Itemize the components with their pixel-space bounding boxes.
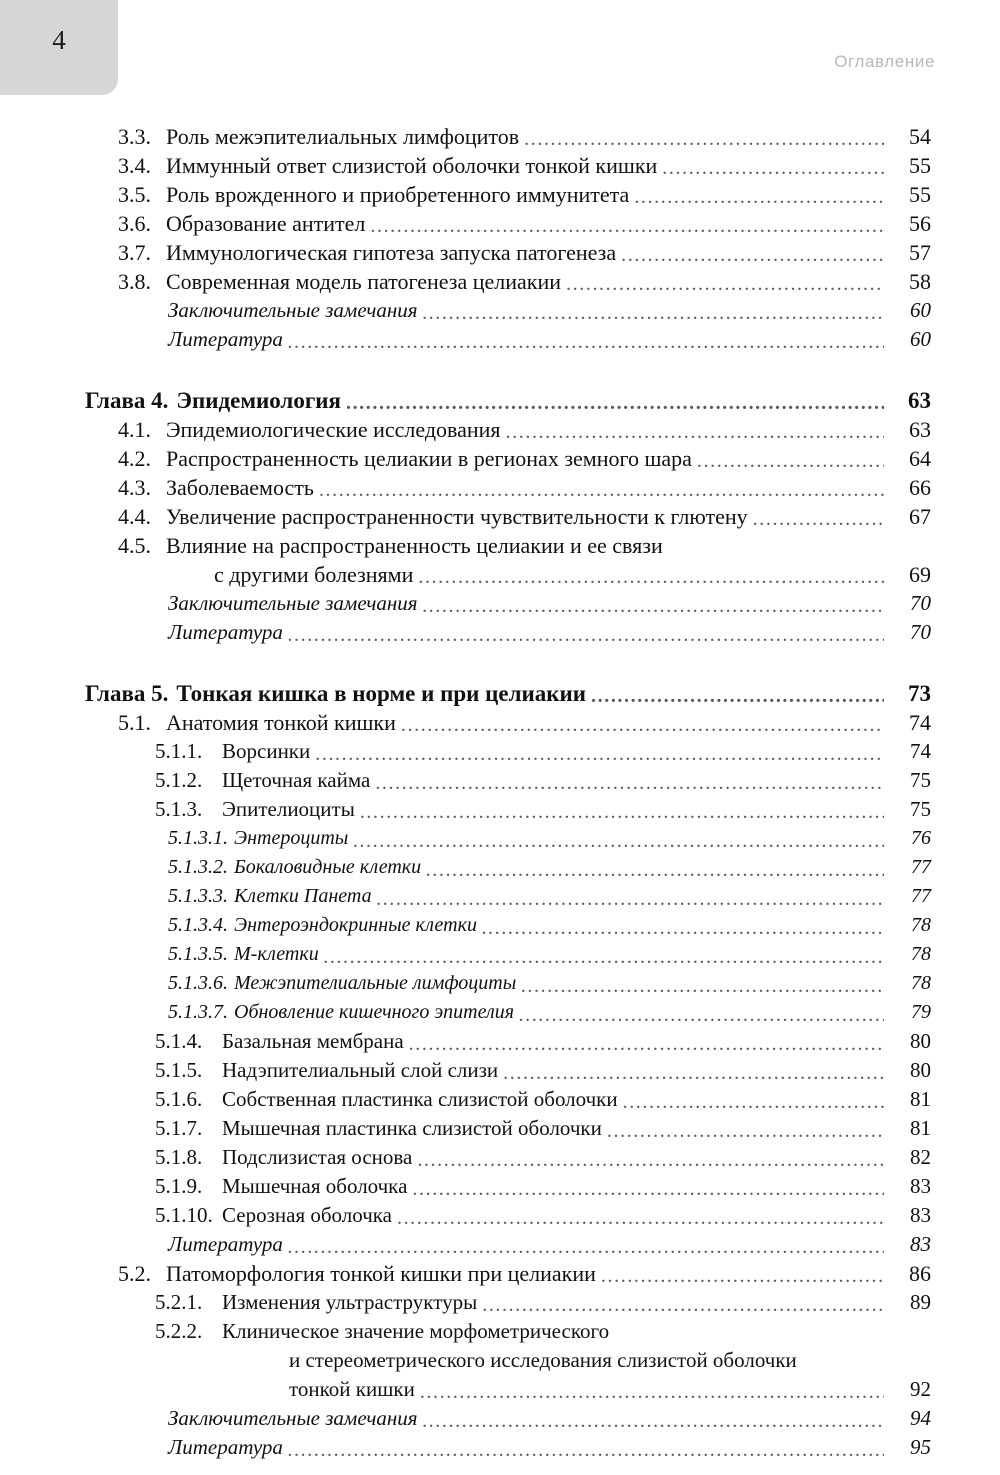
toc-entry-label: Тонкая кишка в норме и при целиакии	[176, 681, 587, 706]
toc-entry-page-number: 94	[910, 1406, 931, 1430]
toc-entry-number: 5.1.7.	[155, 1116, 203, 1140]
toc-section	[0, 386, 1000, 647]
toc-entry-label: Энтероэндокринные клетки	[234, 914, 477, 936]
toc-entry-page-number: 70	[910, 591, 931, 615]
toc-entry[interactable]	[155, 1114, 931, 1143]
toc-entry[interactable]	[118, 502, 931, 531]
toc-leader-dots	[601, 1266, 884, 1288]
toc-entry-label: Эпидемиологические исследования	[166, 417, 501, 442]
toc-leader-dots	[614, 1324, 884, 1346]
toc-entry[interactable]	[155, 1317, 931, 1346]
toc-entry-label: Мышечная пластинка слизистой оболочки	[222, 1116, 602, 1140]
toc-entry-page-number: 75	[910, 797, 931, 821]
toc-entry-label: Литература	[168, 1435, 283, 1459]
toc-entry[interactable]	[168, 1230, 931, 1259]
toc-entry[interactable]	[168, 296, 931, 325]
toc-entry-label: Образование антител	[166, 211, 366, 236]
toc-leader-dots	[360, 802, 884, 824]
toc-entry-label: Заключительные замечания	[168, 298, 418, 322]
toc-entry-number: 5.1.8.	[155, 1145, 203, 1169]
toc-entry-label: Межэпителиальные лимфоциты	[234, 972, 517, 994]
toc-entry-page-number: 74	[909, 710, 931, 735]
toc-entry[interactable]	[155, 1172, 931, 1201]
toc-entry-label: Щеточная кайма	[222, 768, 371, 792]
toc-entry[interactable]	[168, 325, 931, 354]
toc-leader-dots	[409, 1034, 884, 1056]
toc-section	[0, 122, 1000, 354]
toc-entry[interactable]	[118, 444, 931, 473]
toc-entry-label: Патоморфология тонкой кишки при целиакии	[166, 1261, 596, 1286]
toc-entry-label: Заключительные замечания	[168, 591, 418, 615]
toc-entry-page-number: 55	[909, 182, 931, 207]
toc-entry-number: 5.1.10.	[155, 1203, 213, 1227]
toc-entry[interactable]	[168, 618, 931, 647]
toc-entry[interactable]	[85, 679, 931, 708]
toc-entry-page-number: 89	[910, 1290, 931, 1314]
toc-entry-number: 3.3.	[118, 124, 151, 149]
toc-entry-number: 3.8.	[118, 269, 151, 294]
toc-entry[interactable]	[118, 180, 931, 209]
toc-leader-dots	[503, 1063, 884, 1085]
toc-entry-number: 5.1.	[118, 710, 151, 735]
toc-entry-page-number: 70	[910, 620, 931, 644]
toc-entry-page-number: 54	[909, 124, 931, 149]
toc-entry[interactable]	[168, 998, 931, 1027]
toc-entry-page-number: 77	[911, 885, 931, 907]
toc-leader-dots	[397, 1208, 884, 1230]
toc-leader-dots	[417, 1150, 884, 1172]
toc-entry-page-number: 82	[910, 1145, 931, 1169]
toc-entry-page-number: 75	[910, 768, 931, 792]
toc-entry-label: Подслизистая основа	[222, 1145, 413, 1169]
toc-entry-page-number: 73	[908, 681, 931, 706]
toc-entry[interactable]	[168, 1404, 931, 1433]
toc-entry-page-number: 80	[910, 1058, 931, 1082]
toc-entry-number: 4.4.	[118, 504, 151, 529]
toc-leader-dots	[482, 1295, 884, 1317]
toc-leader-dots	[420, 1382, 884, 1404]
toc-entry[interactable]	[155, 795, 931, 824]
toc-entry[interactable]	[118, 531, 931, 560]
toc-entry[interactable]	[168, 882, 931, 911]
toc-entry-label: Распространенность целиакии в регионах земного шара	[166, 446, 692, 471]
toc-entry-page-number: 78	[911, 972, 931, 994]
toc-entry-label: Заключительные замечания	[168, 1406, 418, 1430]
toc-entry-label: Роль межэпителиальных лимфоцитов	[166, 124, 520, 149]
toc-entry[interactable]	[155, 1085, 931, 1114]
toc-entry-number: 5.1.6.	[155, 1087, 203, 1111]
toc-entry-number: 4.3.	[118, 475, 151, 500]
toc-entry-number: 5.1.1.	[155, 739, 203, 763]
toc-entry-label: Ворсинки	[222, 739, 311, 763]
toc-entry-label: Роль врожденного и приобретенного иммунитета	[166, 182, 630, 207]
toc-leader-dots	[423, 303, 884, 325]
toc-entry[interactable]	[155, 737, 931, 766]
toc-entry-page-number: 79	[911, 1001, 931, 1023]
toc-leader-dots	[423, 1411, 884, 1433]
toc-leader-dots	[418, 567, 884, 589]
toc-entry-page-number: 63	[908, 388, 931, 413]
toc-leader-dots	[506, 422, 884, 444]
running-head-title: Оглавление	[834, 52, 935, 71]
toc-entry-page-number: 55	[909, 153, 931, 178]
toc-leader-dots	[426, 860, 884, 882]
toc-entry-label: и стереометрического исследования слизистой оболочки	[289, 1348, 797, 1372]
toc-entry-label: Иммунный ответ слизистой оболочки тонкой кишки	[166, 153, 658, 178]
toc-entry-page-number: 83	[910, 1174, 931, 1198]
toc-leader-dots	[288, 625, 884, 647]
toc-entry-label: Клетки Панета	[234, 885, 372, 907]
toc-entry-number: 5.1.3.4.	[168, 914, 228, 936]
toc-entry-label: Серозная оболочка	[222, 1203, 392, 1227]
toc-entry-label: Обновление кишечного эпителия	[234, 1001, 514, 1023]
toc-entry-page-number: 86	[909, 1261, 931, 1286]
toc-entry-page-number: 63	[909, 417, 931, 442]
toc-leader-dots	[566, 274, 884, 296]
toc-section	[0, 679, 1000, 1462]
toc-entry-page-number: 56	[909, 211, 931, 236]
toc-entry-number: 5.1.4.	[155, 1029, 203, 1053]
toc-entry[interactable]	[155, 1143, 931, 1172]
toc-entry-page-number: 81	[910, 1116, 931, 1140]
toc-leader-dots	[370, 216, 884, 238]
toc-entry-page-number: 64	[909, 446, 931, 471]
toc-entry[interactable]	[118, 209, 931, 238]
toc-entry-page-number: 60	[910, 298, 931, 322]
toc-entry[interactable]	[118, 473, 931, 502]
toc-entry-number: 3.5.	[118, 182, 151, 207]
toc-entry-label: Влияние на распространенность целиакии и ее связи	[166, 533, 663, 558]
toc-entry-label: Клиническое значение морфометрического	[222, 1319, 610, 1343]
toc-entry-number: 4.5.	[118, 533, 151, 558]
toc-entry-number: 5.1.3.6.	[168, 972, 228, 994]
toc-entry-page-number: 58	[909, 269, 931, 294]
toc-entry-label: Изменения ультраструктуры	[222, 1290, 478, 1314]
toc-entry-label: Бокаловидные клетки	[234, 856, 422, 878]
toc-entry-page-number: 78	[911, 914, 931, 936]
toc-entry-page-number: 77	[911, 856, 931, 878]
toc-entry[interactable]	[118, 151, 931, 180]
toc-leader-dots	[401, 715, 884, 737]
toc-leader-dots	[353, 831, 884, 853]
toc-entry[interactable]	[222, 1375, 931, 1404]
toc-entry[interactable]	[155, 1027, 931, 1056]
toc-entry-label: Энтероциты	[234, 827, 349, 849]
toc-leader-dots	[288, 1440, 884, 1462]
toc-entry-number: Глава 4.	[85, 388, 169, 413]
toc-entry-label: Анатомия тонкой кишки	[166, 710, 396, 735]
toc-leader-dots	[288, 332, 884, 354]
toc-entry[interactable]	[118, 415, 931, 444]
toc-entry-page-number: 78	[911, 943, 931, 965]
toc-entry[interactable]	[118, 1259, 931, 1288]
toc-entry-number: 5.1.3.5.	[168, 943, 228, 965]
toc-entry[interactable]	[168, 911, 931, 940]
toc-leader-dots	[524, 129, 884, 151]
toc-leader-dots	[319, 480, 884, 502]
toc-leader-dots	[288, 1237, 884, 1259]
toc-leader-dots	[423, 596, 884, 618]
toc-entry[interactable]	[118, 238, 931, 267]
toc-leader-dots	[324, 947, 884, 969]
toc-entry[interactable]	[155, 766, 931, 795]
toc-leader-dots	[607, 1121, 884, 1143]
toc-entry[interactable]	[118, 267, 931, 296]
toc-entry-page-number: 80	[910, 1029, 931, 1053]
toc-entry-label: Литература	[168, 620, 283, 644]
toc-entry-page-number: 69	[909, 562, 931, 587]
toc-entry[interactable]	[168, 940, 931, 969]
toc-entry-number: 5.1.3.	[155, 797, 203, 821]
toc-entry-number: Глава 5.	[85, 681, 169, 706]
toc-entry[interactable]	[168, 589, 931, 618]
toc-entry-label: Заболеваемость	[166, 475, 314, 500]
toc-entry-page-number: 67	[909, 504, 931, 529]
toc-leader-dots	[482, 918, 884, 940]
toc-leader-dots	[621, 245, 884, 267]
toc-entry-number: 5.2.1.	[155, 1290, 203, 1314]
toc-leader-dots	[802, 1353, 884, 1375]
toc-entry[interactable]	[155, 1201, 931, 1230]
toc-entry-number: 3.7.	[118, 240, 151, 265]
toc-entry-label: Увеличение распространенности чувствительности к глютену	[166, 504, 748, 529]
toc-leader-dots	[623, 1092, 884, 1114]
toc-entry[interactable]	[85, 386, 931, 415]
page-header	[0, 0, 1000, 100]
toc-entry-number: 5.1.9.	[155, 1174, 203, 1198]
toc-entry-page-number: 81	[910, 1087, 931, 1111]
toc-entry-label: М-клетки	[234, 943, 319, 965]
toc-entry-label: Литература	[168, 1232, 283, 1256]
toc-entry-number: 5.2.2.	[155, 1319, 203, 1343]
toc-entry-number: 4.1.	[118, 417, 151, 442]
toc-entry-label: Надэпителиальный слой слизи	[222, 1058, 499, 1082]
toc-entry-label: Базальная мембрана	[222, 1029, 404, 1053]
toc-entry[interactable]	[155, 1288, 931, 1317]
toc-entry-page-number: 60	[910, 327, 931, 351]
toc-entry-label: с другими болезнями	[214, 562, 414, 587]
toc-entry-number: 3.6.	[118, 211, 151, 236]
toc-leader-dots	[375, 773, 884, 795]
toc-entry[interactable]	[118, 708, 931, 737]
toc-entry-label: тонкой кишки	[289, 1377, 415, 1401]
toc-entry-label: Иммунологическая гипотеза запуска патогенеза	[166, 240, 617, 265]
toc-leader-dots	[634, 187, 884, 209]
toc-entry-number: 5.1.3.2.	[168, 856, 228, 878]
page-number: 4	[52, 25, 66, 55]
toc-entry-number: 5.1.5.	[155, 1058, 203, 1082]
toc-entry[interactable]	[168, 1433, 931, 1462]
toc-entry[interactable]	[168, 969, 931, 998]
toc-entry-page-number: 76	[911, 827, 931, 849]
toc-entry[interactable]	[222, 1346, 931, 1375]
toc-leader-dots	[668, 538, 884, 560]
toc-entry-number: 5.1.3.7.	[168, 1001, 228, 1023]
toc-entry-number: 3.4.	[118, 153, 151, 178]
toc-entry-number: 5.2.	[118, 1261, 151, 1286]
toc-entry-page-number: 66	[909, 475, 931, 500]
toc-entry-page-number: 83	[910, 1232, 931, 1256]
table-of-contents	[0, 122, 1000, 1462]
toc-leader-dots	[753, 509, 884, 531]
toc-entry-label: Эпидемиология	[176, 388, 341, 413]
toc-leader-dots	[346, 393, 884, 415]
toc-entry-page-number: 92	[910, 1377, 931, 1401]
toc-entry[interactable]	[166, 560, 931, 589]
toc-leader-dots	[315, 744, 884, 766]
toc-entry-label: Собственная пластинка слизистой оболочки	[222, 1087, 618, 1111]
toc-entry-label: Эпителиоциты	[222, 797, 355, 821]
toc-entry-number: 4.2.	[118, 446, 151, 471]
toc-entry-page-number: 95	[910, 1435, 931, 1459]
toc-entry-page-number: 74	[910, 739, 931, 763]
toc-leader-dots	[412, 1179, 884, 1201]
toc-leader-dots	[591, 686, 884, 708]
toc-entry[interactable]	[168, 853, 931, 882]
toc-entry-label: Современная модель патогенеза целиакии	[166, 269, 562, 294]
toc-leader-dots	[519, 1005, 884, 1027]
toc-entry-label: Литература	[168, 327, 283, 351]
toc-leader-dots	[377, 889, 884, 911]
toc-leader-dots	[662, 158, 884, 180]
toc-entry[interactable]	[155, 1056, 931, 1085]
toc-entry-label: Мышечная оболочка	[222, 1174, 408, 1198]
toc-entry-number: 5.1.3.3.	[168, 885, 228, 907]
toc-entry-page-number: 83	[910, 1203, 931, 1227]
toc-entry-number: 5.1.3.1.	[168, 827, 228, 849]
toc-entry-number: 5.1.2.	[155, 768, 203, 792]
toc-entry[interactable]	[118, 122, 931, 151]
toc-leader-dots	[521, 976, 884, 998]
toc-entry[interactable]	[168, 824, 931, 853]
toc-entry-page-number: 57	[909, 240, 931, 265]
toc-leader-dots	[697, 451, 884, 473]
